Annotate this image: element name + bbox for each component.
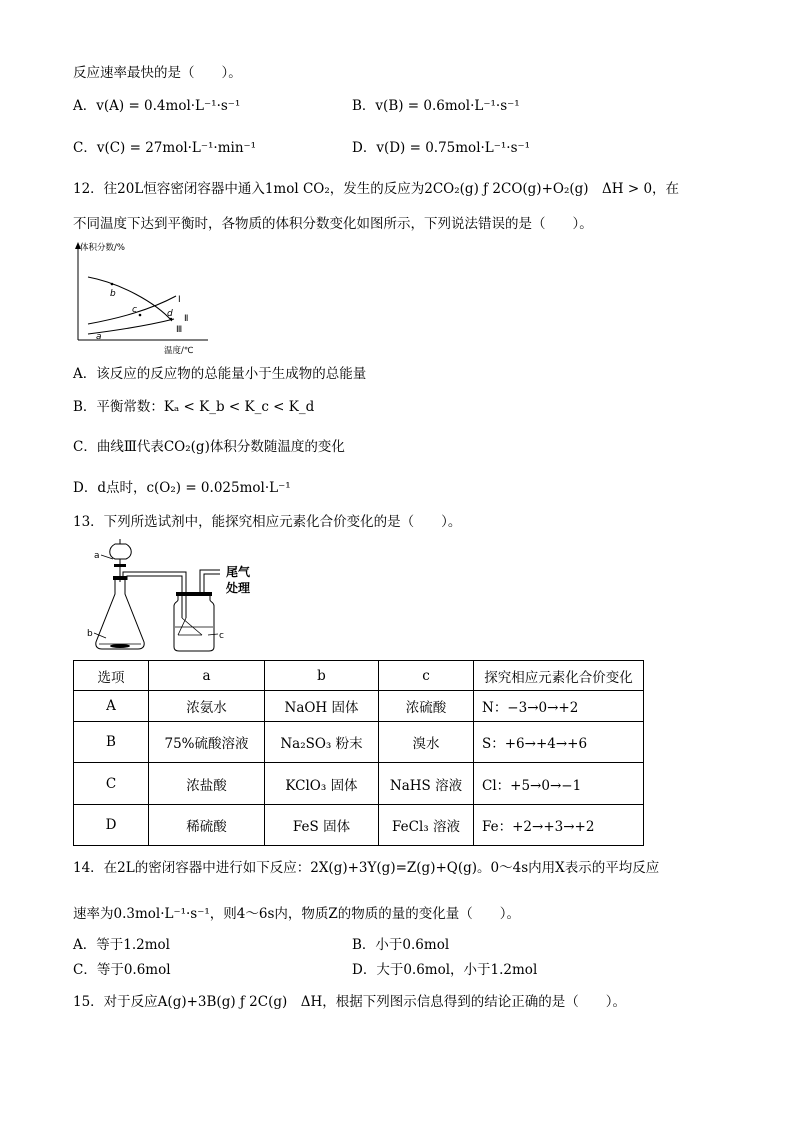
table-cell: NaHS 溶液 — [379, 763, 474, 805]
wash-bottle — [174, 594, 214, 651]
table-cell: KClO₃ 固体 — [265, 763, 379, 805]
table-header: c — [379, 661, 474, 691]
q11-option-c: C．v(C) = 27mol·L⁻¹·min⁻¹ — [73, 140, 257, 156]
table-row — [74, 691, 644, 722]
point-b — [111, 283, 114, 286]
curve-II-label: Ⅱ — [184, 314, 189, 324]
label-b: b — [110, 289, 116, 299]
table-cell: 75%硫酸溶液 — [149, 722, 265, 763]
label-a: a — [96, 332, 102, 342]
q12-option-a: A．该反应的反应物的总能量小于生成物的总能量 — [73, 366, 367, 382]
q11-option-b: B．v(B) = 0.6mol·L⁻¹·s⁻¹ — [352, 98, 520, 114]
tail-gas-label-1: 尾气 — [226, 565, 251, 579]
table-cell: A — [74, 691, 149, 722]
table-cell: FeCl₃ 溶液 — [379, 805, 474, 846]
curve-III-label: Ⅲ — [176, 325, 183, 335]
apparatus-label-c: c — [219, 631, 224, 641]
conical-flask — [96, 578, 144, 649]
q14-stem-line2: 速率为0.3mol·L⁻¹·s⁻¹，则4～6s内，物质Z的物质的量的变化量（ ）。 — [73, 906, 521, 922]
q11-option-d: D．v(D) = 0.75mol·L⁻¹·s⁻¹ — [352, 140, 531, 156]
point-c — [139, 314, 142, 317]
table-cell: Fe：+2→+3→+2 — [474, 805, 644, 846]
table-row — [74, 763, 644, 805]
q13-stem: 13．下列所选试剂中，能探究相应元素化合价变化的是（ ）。 — [73, 514, 462, 530]
table-row — [74, 805, 644, 846]
table-cell: NaOH 固体 — [265, 691, 379, 722]
q12-option-b: B．平衡常数：Kₐ < K_b < K_c < K_d — [73, 399, 315, 415]
q14-option-c: C．等于0.6mol — [73, 962, 171, 978]
q12-option-d: D．d点时，c(O₂) = 0.025mol·L⁻¹ — [73, 480, 291, 496]
table-header-row — [74, 661, 644, 691]
graph-xlabel: 温度/℃ — [164, 346, 194, 356]
curve-I-label: Ⅰ — [178, 295, 181, 305]
tail-gas-label-2: 处理 — [226, 581, 251, 595]
funnel-body — [110, 544, 132, 559]
label-d: d — [167, 309, 173, 319]
q14-option-b: B．小于0.6mol — [352, 937, 450, 953]
table-row — [74, 722, 644, 763]
reagent-table — [73, 660, 644, 846]
table-cell: C — [74, 763, 149, 805]
table-cell: 浓盐酸 — [149, 763, 265, 805]
q12-stem-line2: 不同温度下达到平衡时，各物质的体积分数变化如图所示，下列说法错误的是（ ）。 — [73, 216, 593, 232]
table-cell: N：−3→0→+2 — [474, 691, 644, 722]
apparatus-label-b: b — [87, 629, 93, 639]
q13-apparatus — [86, 538, 256, 656]
q14-stem-line1: 14．在2L的密闭容器中进行如下反应：2X(g)+3Y(g)=Z(g)+Q(g)。0～4s内用X表示的平均反应 — [73, 860, 660, 876]
apparatus-label-a: a — [94, 551, 100, 561]
q11-option-a: A．v(A) = 0.4mol·L⁻¹·s⁻¹ — [73, 98, 241, 114]
q11-stem-tail: 反应速率最快的是（ ）。 — [73, 65, 242, 81]
table-cell: B — [74, 722, 149, 763]
table-cell: S：+6→+4→+6 — [474, 722, 644, 763]
table-cell: 浓硫酸 — [379, 691, 474, 722]
table-cell: Cl：+5→0→−1 — [474, 763, 644, 805]
q12-option-c: C．曲线Ⅲ代表CO₂(g)体积分数随温度的变化 — [73, 439, 345, 455]
table-header: 探究相应元素化合价变化 — [474, 661, 644, 691]
table-header: 选项 — [74, 661, 149, 691]
table-cell: Na₂SO₃ 粉末 — [265, 722, 379, 763]
table-cell: 浓氨水 — [149, 691, 265, 722]
table-header: b — [265, 661, 379, 691]
q12-stem-line1: 12．往20L恒容密闭容器中通入1mol CO₂，发生的反应为2CO₂(g) ƒ 2CO(g)+O₂(g) ΔH > 0，在 — [73, 181, 680, 197]
q15-stem: 15．对于反应A(g)+3B(g) ƒ 2C(g) ΔH，根据下列图示信息得到的结论正确的是（ ）。 — [73, 994, 627, 1010]
q14-option-d: D．大于0.6mol，小于1.2mol — [352, 962, 538, 978]
table-cell: FeS 固体 — [265, 805, 379, 846]
label-c: c — [132, 305, 137, 315]
graph-ylabel: 体积分数/% — [80, 243, 125, 253]
table-cell: D — [74, 805, 149, 846]
table-header: a — [149, 661, 265, 691]
table-cell: 溴水 — [379, 722, 474, 763]
q12-figure — [70, 240, 210, 356]
table-cell: 稀硫酸 — [149, 805, 265, 846]
q14-option-a: A．等于1.2mol — [73, 937, 170, 953]
